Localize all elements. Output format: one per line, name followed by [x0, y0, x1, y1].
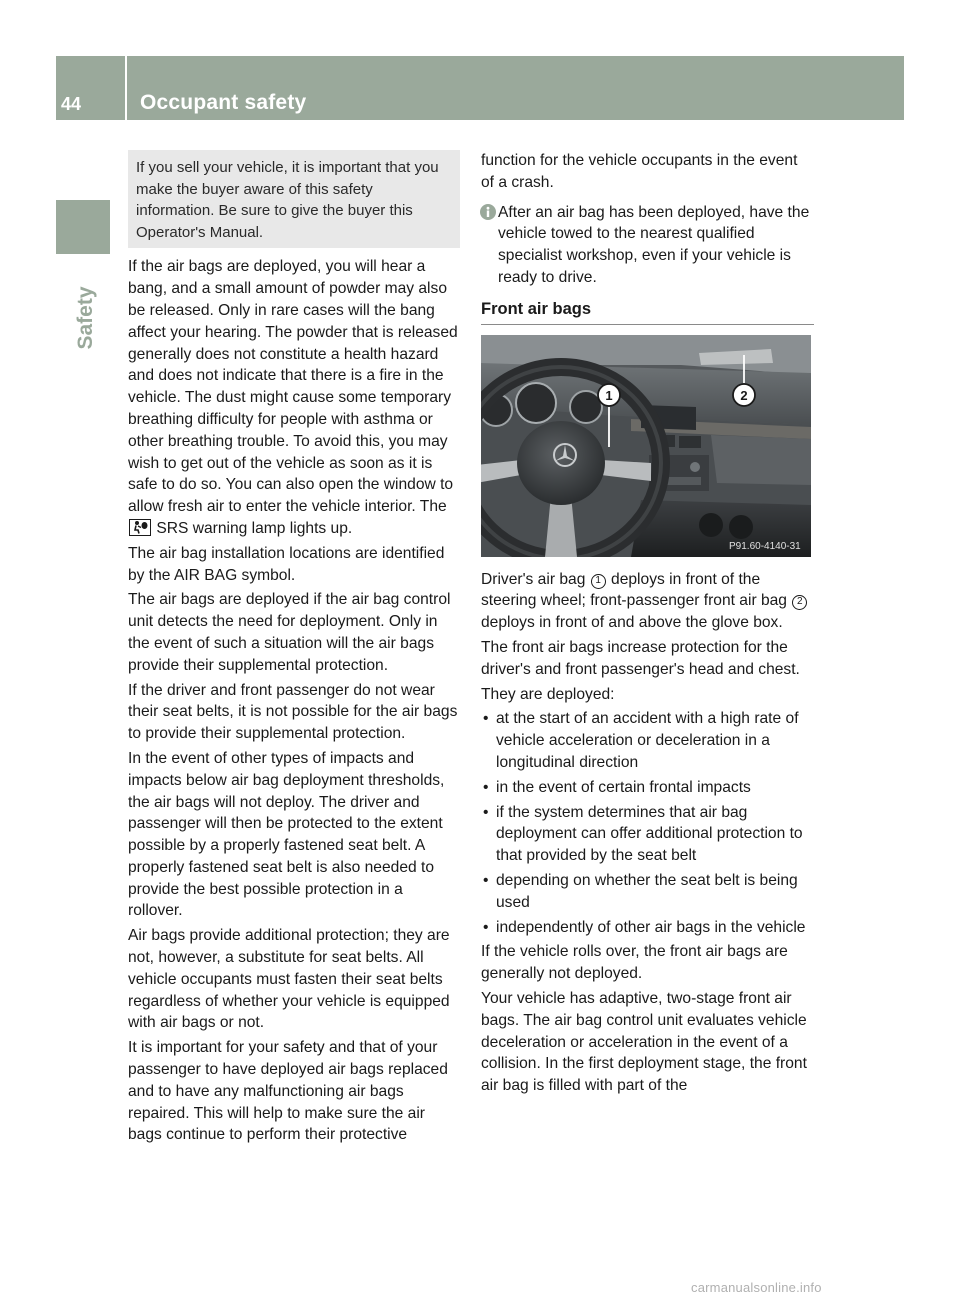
note-box: If you sell your vehicle, it is important that you make the buyer aware of this safety information. Be sure to give the buyer this Operator's Manual. — [128, 150, 460, 248]
side-section-label: Safety — [74, 286, 97, 350]
info-icon — [480, 204, 496, 220]
caption-text: deploys in front of and above the glove box. — [481, 614, 783, 632]
figure-caption — [481, 569, 814, 634]
list-item: • if the system determines that air bag deployment can offer additional protection to that provided by the seat belt — [481, 802, 814, 867]
header-divider — [125, 56, 127, 120]
paragraph: The front air bags increase protection for the driver's and front passenger's head and chest. — [481, 638, 800, 678]
list-item: • at the start of an accident with a high rate of vehicle acceleration or deceleration in a longitudinal direction — [481, 708, 814, 773]
paragraph: The air bags are deployed if the air bag control unit detects the need for deployment. Only in the event of such a situation will the air bags provide their supplemental protection. — [128, 591, 451, 674]
paragraph: function for the vehicle occupants in the event of a crash. — [481, 152, 798, 191]
paragraph: They are deployed: — [481, 685, 615, 703]
callout-1: 1 — [605, 387, 613, 403]
srs-airbag-warning-icon — [129, 519, 151, 536]
watermark: carmanualsonline.info — [691, 1280, 822, 1295]
left-column — [128, 150, 460, 1149]
callout-ref-1: 1 — [591, 574, 606, 589]
caption-text: Driver's air bag — [481, 570, 590, 588]
paragraph-text: If the air bags are deployed, you will hear a bang, and a small amount of powder may also be released. Only in rare cases will the bang affect your hearing. The powder that is released generally does not constitute a health hazard and does not indicate that there is a fire in the vehicle. The dust might cause some temporary breathing difficulty for people with asthma or other breathing trouble. To avoid this, you may wish to get out of the vehicle as soon as it is safe to do so. You can also open the window to allow fresh air to enter the vehicle interior. The — [128, 258, 458, 516]
info-note-text: After an air bag has been deployed, have the vehicle towed to the nearest qualified specialist workshop, even if your vehicle is ready to drive. — [498, 203, 810, 286]
paragraph: If the driver and front passenger do not wear their seat belts, it is not possible for the air bags to provide their supplemental protection. — [128, 681, 458, 743]
list-item: • independently of other air bags in the vehicle — [481, 917, 814, 939]
paragraph: Air bags provide additional protection; they are not, however, a substitute for seat belts. All vehicle occupants must fasten their seat belts regardless of whether your vehicle is equipped with air bags or not. — [128, 927, 450, 1032]
list-item: • depending on whether the seat belt is being used — [481, 870, 814, 914]
caption-text: deploys in front of the steering wheel; front-passenger front air bag — [481, 570, 792, 610]
list-item: • in the event of certain frontal impacts — [481, 777, 814, 799]
page-number: 44 — [61, 94, 82, 114]
side-tab-marker — [56, 200, 110, 254]
callout-2: 2 — [740, 387, 748, 403]
paragraph: If the vehicle rolls over, the front air bags are generally not deployed. — [481, 943, 788, 983]
dashboard-illustration — [481, 335, 811, 557]
deployment-conditions-list — [481, 708, 814, 938]
paragraph: In the event of other types of impacts and impacts below air bag deployment thresholds, the air bags will not deploy. The driver and passenger will then be protected to the extent possible by a properly fastened seat belt. A properly fastened seat belt is also needed to provide the best possible protection in a rollover. — [128, 749, 445, 920]
paragraph — [128, 256, 460, 539]
callout-ref-2: 2 — [792, 595, 807, 610]
dashboard-airbag-figure — [481, 335, 811, 557]
paragraph: It is important for your safety and that of your passenger to have deployed air bags replaced and to have any malfunctioning air bags repaired. This will help to make sure the air bags continue to perform their protective — [128, 1039, 448, 1144]
section-title: Occupant safety — [140, 91, 307, 114]
right-column — [481, 150, 814, 1100]
paragraph: The air bag installation locations are identified by the AIR BAG symbol. — [128, 544, 445, 584]
figure-code: P91.60-4140-31 — [729, 540, 801, 552]
info-note — [481, 202, 814, 289]
paragraph-text: SRS warning lamp lights up. — [152, 519, 353, 537]
paragraph: Your vehicle has adaptive, two-stage front air bags. The air bag control unit evaluates vehicle deceleration or acceleration in the event of a collision. In the first deployment stage, the front air bag is filled with part of the — [481, 989, 807, 1095]
subheading-front-air-bags: Front air bags — [481, 299, 814, 325]
